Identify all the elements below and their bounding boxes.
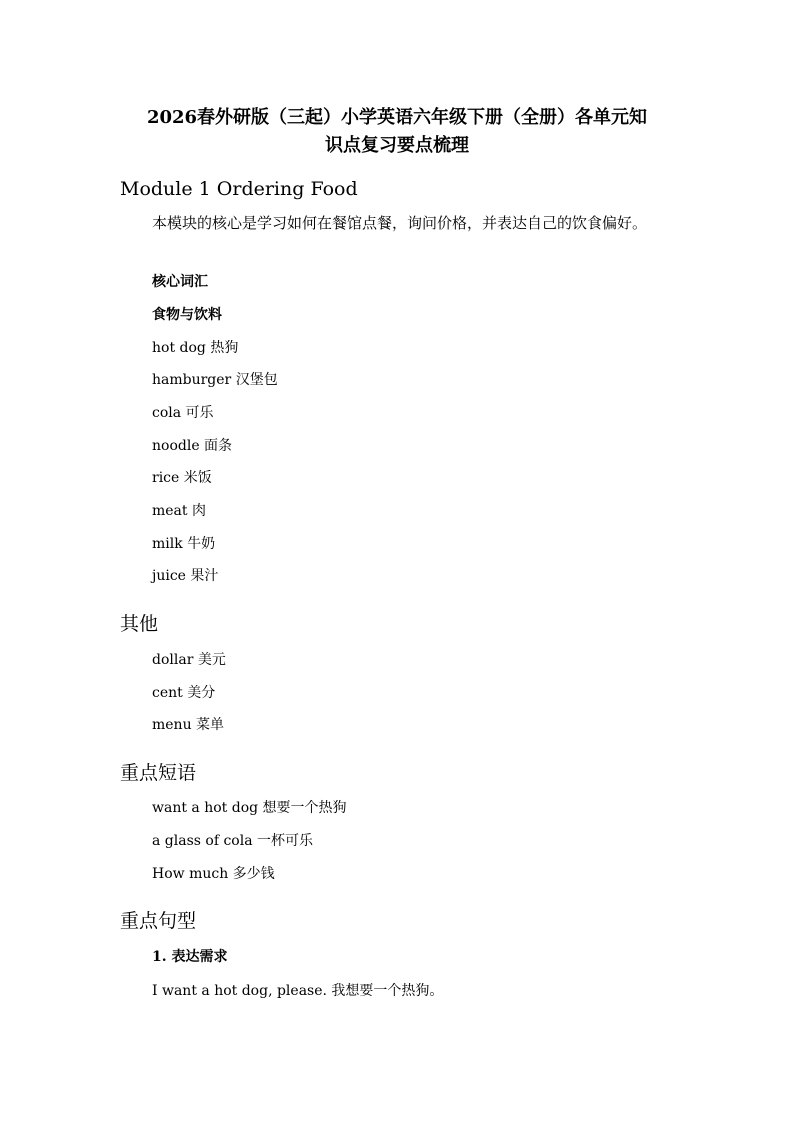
sentences-heading: 重点句型 [120,910,197,932]
phrase-item: a glass of cola 一杯可乐 [152,833,314,849]
vocab-item: noodle 面条 [152,438,233,454]
module1-heading: Module 1 Ordering Food [120,178,358,200]
core-vocab-label: 核心词汇 [152,274,208,290]
title-line-2: 识点复习要点梳理 [325,135,469,156]
sentence-sub-label: 1. 表达需求 [152,949,228,965]
phrase-item: want a hot dog 想要一个热狗 [152,800,347,816]
food-drink-label: 食物与饮料 [152,307,222,323]
vocab-item: rice 米饭 [152,470,212,486]
document-title [110,104,684,160]
vocab-item: meat 肉 [152,503,206,519]
vocab-item: hot dog 热狗 [152,340,239,356]
vocab-item: milk 牛奶 [152,536,216,552]
title-line-1: 2026春外研版（三起）小学英语六年级下册（全册）各单元知 [146,107,648,128]
vocab-item: hamburger 汉堡包 [152,372,278,388]
vocab-item: juice 果汁 [152,568,219,584]
vocab-item: dollar 美元 [152,652,226,668]
vocab-item: menu 菜单 [152,717,225,733]
vocab-item: cola 可乐 [152,405,214,421]
phrases-heading: 重点短语 [120,762,197,784]
others-heading: 其他 [120,613,159,635]
vocab-item: cent 美分 [152,685,216,701]
module1-intro: 本模块的核心是学习如何在餐馆点餐，询问价格，并表达自己的饮食偏好。 [152,214,648,232]
phrase-item: How much 多少钱 [152,866,275,882]
sentence-example: I want a hot dog, please. 我想要一个热狗。 [152,983,444,999]
